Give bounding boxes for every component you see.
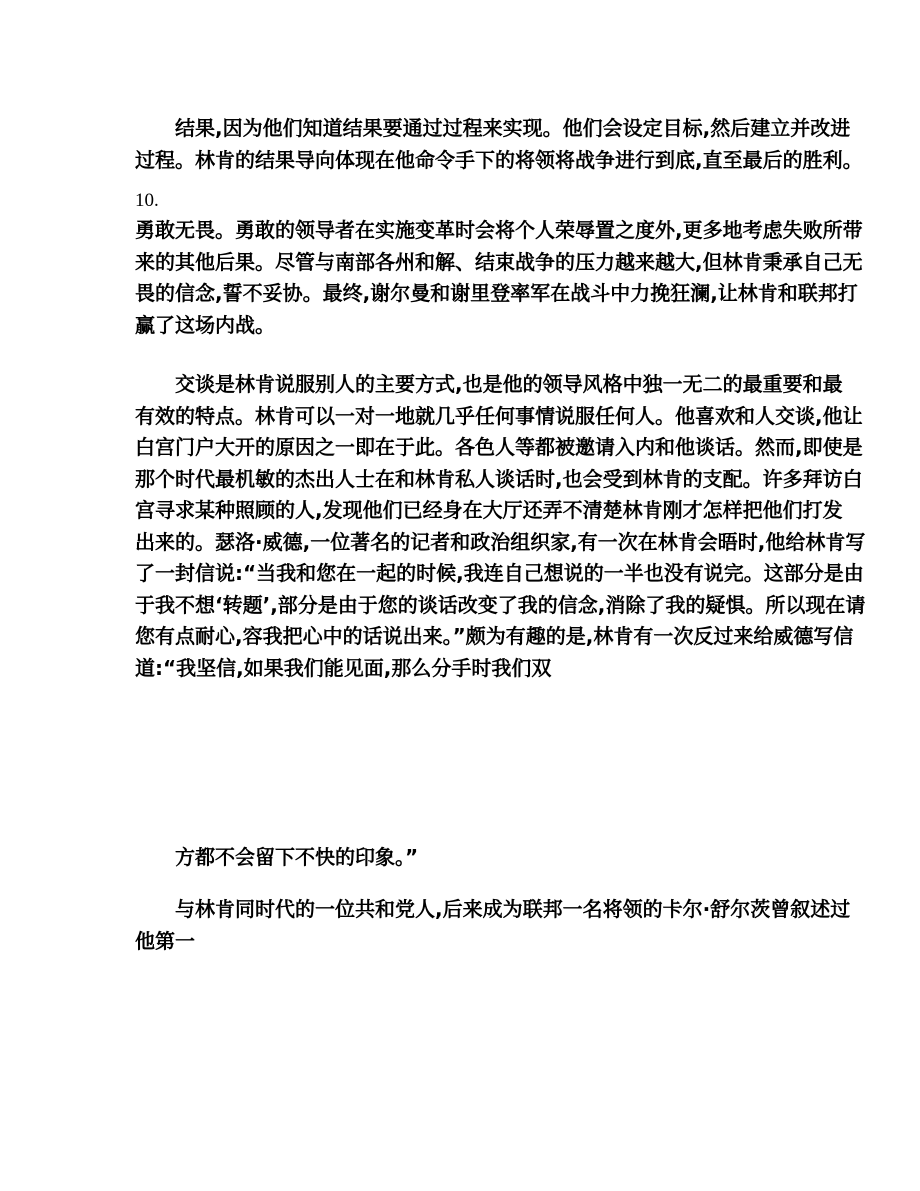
text-line: 畏的信念,誓不妥协。最终,谢尔曼和谢里登率军在战斗中力挽狂澜,让林肯和联邦打 (135, 281, 858, 305)
paragraph-1 (135, 113, 863, 176)
text-line: 赢了这场内战。 (135, 312, 275, 337)
text-line: 结果,因为他们知道结果要通过过程来实现。他们会设定目标,然后建立并改进 (175, 116, 851, 140)
paragraph-2 (135, 215, 863, 341)
text-line: 勇敢无畏。勇敢的领导者在实施变革时会将个人荣辱置之度外,更多地考虑失败所带 (135, 218, 863, 242)
text-line: 过程。林肯的结果导向体现在他命令手下的将领将战争进行到底,直至最后的胜利。 (135, 147, 863, 172)
text-line: 道:“我坚信,如果我们能见面,那么分手时我们双 (135, 655, 552, 680)
text-line: 与林肯同时代的一位共和党人,后来成为联邦一名将领的卡尔·舒尔茨曾叙述过 (175, 897, 851, 921)
text-line: 于我不想‘转题’,部分是由于您的谈话改变了我的信念,消除了我的疑惧。所以现在请 (135, 592, 866, 617)
text-line: 他第一 (135, 928, 195, 953)
paragraph-4 (135, 842, 795, 874)
text-line: 来的其他后果。尽管与南部各州和解、结束战争的压力越来越大,但林肯秉承自己无 (135, 249, 863, 274)
text-line: 您有点耐心,容我把心中的话说出来。”颇为有趣的是,林肯有一次反过来给威德写信 (135, 624, 854, 648)
text-line: 了一封信说:“当我和您在一起的时候,我连自己想说的一半也没有说完。这部分是由 (135, 561, 864, 585)
text-line: 出来的。瑟洛·威德,一位著名的记者和政治组织家,有一次在林肯会晤时,他给林肯写 (135, 529, 866, 554)
section-number-block (135, 185, 795, 217)
section-number: 10. (135, 190, 159, 211)
text-line: 方都不会留下不快的印象。” (175, 845, 419, 869)
text-line: 那个时代最机敏的杰出人士在和林肯私人谈话时,也会受到林肯的支配。许多拜访白 (135, 466, 863, 491)
paragraph-5 (135, 894, 851, 957)
text-line: 白宫门户大开的原因之一即在于此。各色人等都被邀请入内和他谈话。然而,即使是 (135, 435, 863, 459)
paragraph-3 (135, 369, 866, 684)
text-line: 宫寻求某种照顾的人,发现他们已经身在大厅还弄不清楚林肯刚才怎样把他们打发 (135, 498, 843, 522)
text-line: 交谈是林肯说服别人的主要方式,也是他的领导风格中独一无二的最重要和最 (175, 372, 843, 396)
text-line: 有效的特点。林肯可以一对一地就几乎任何事情说服任何人。他喜欢和人交谈,他让 (135, 403, 863, 428)
